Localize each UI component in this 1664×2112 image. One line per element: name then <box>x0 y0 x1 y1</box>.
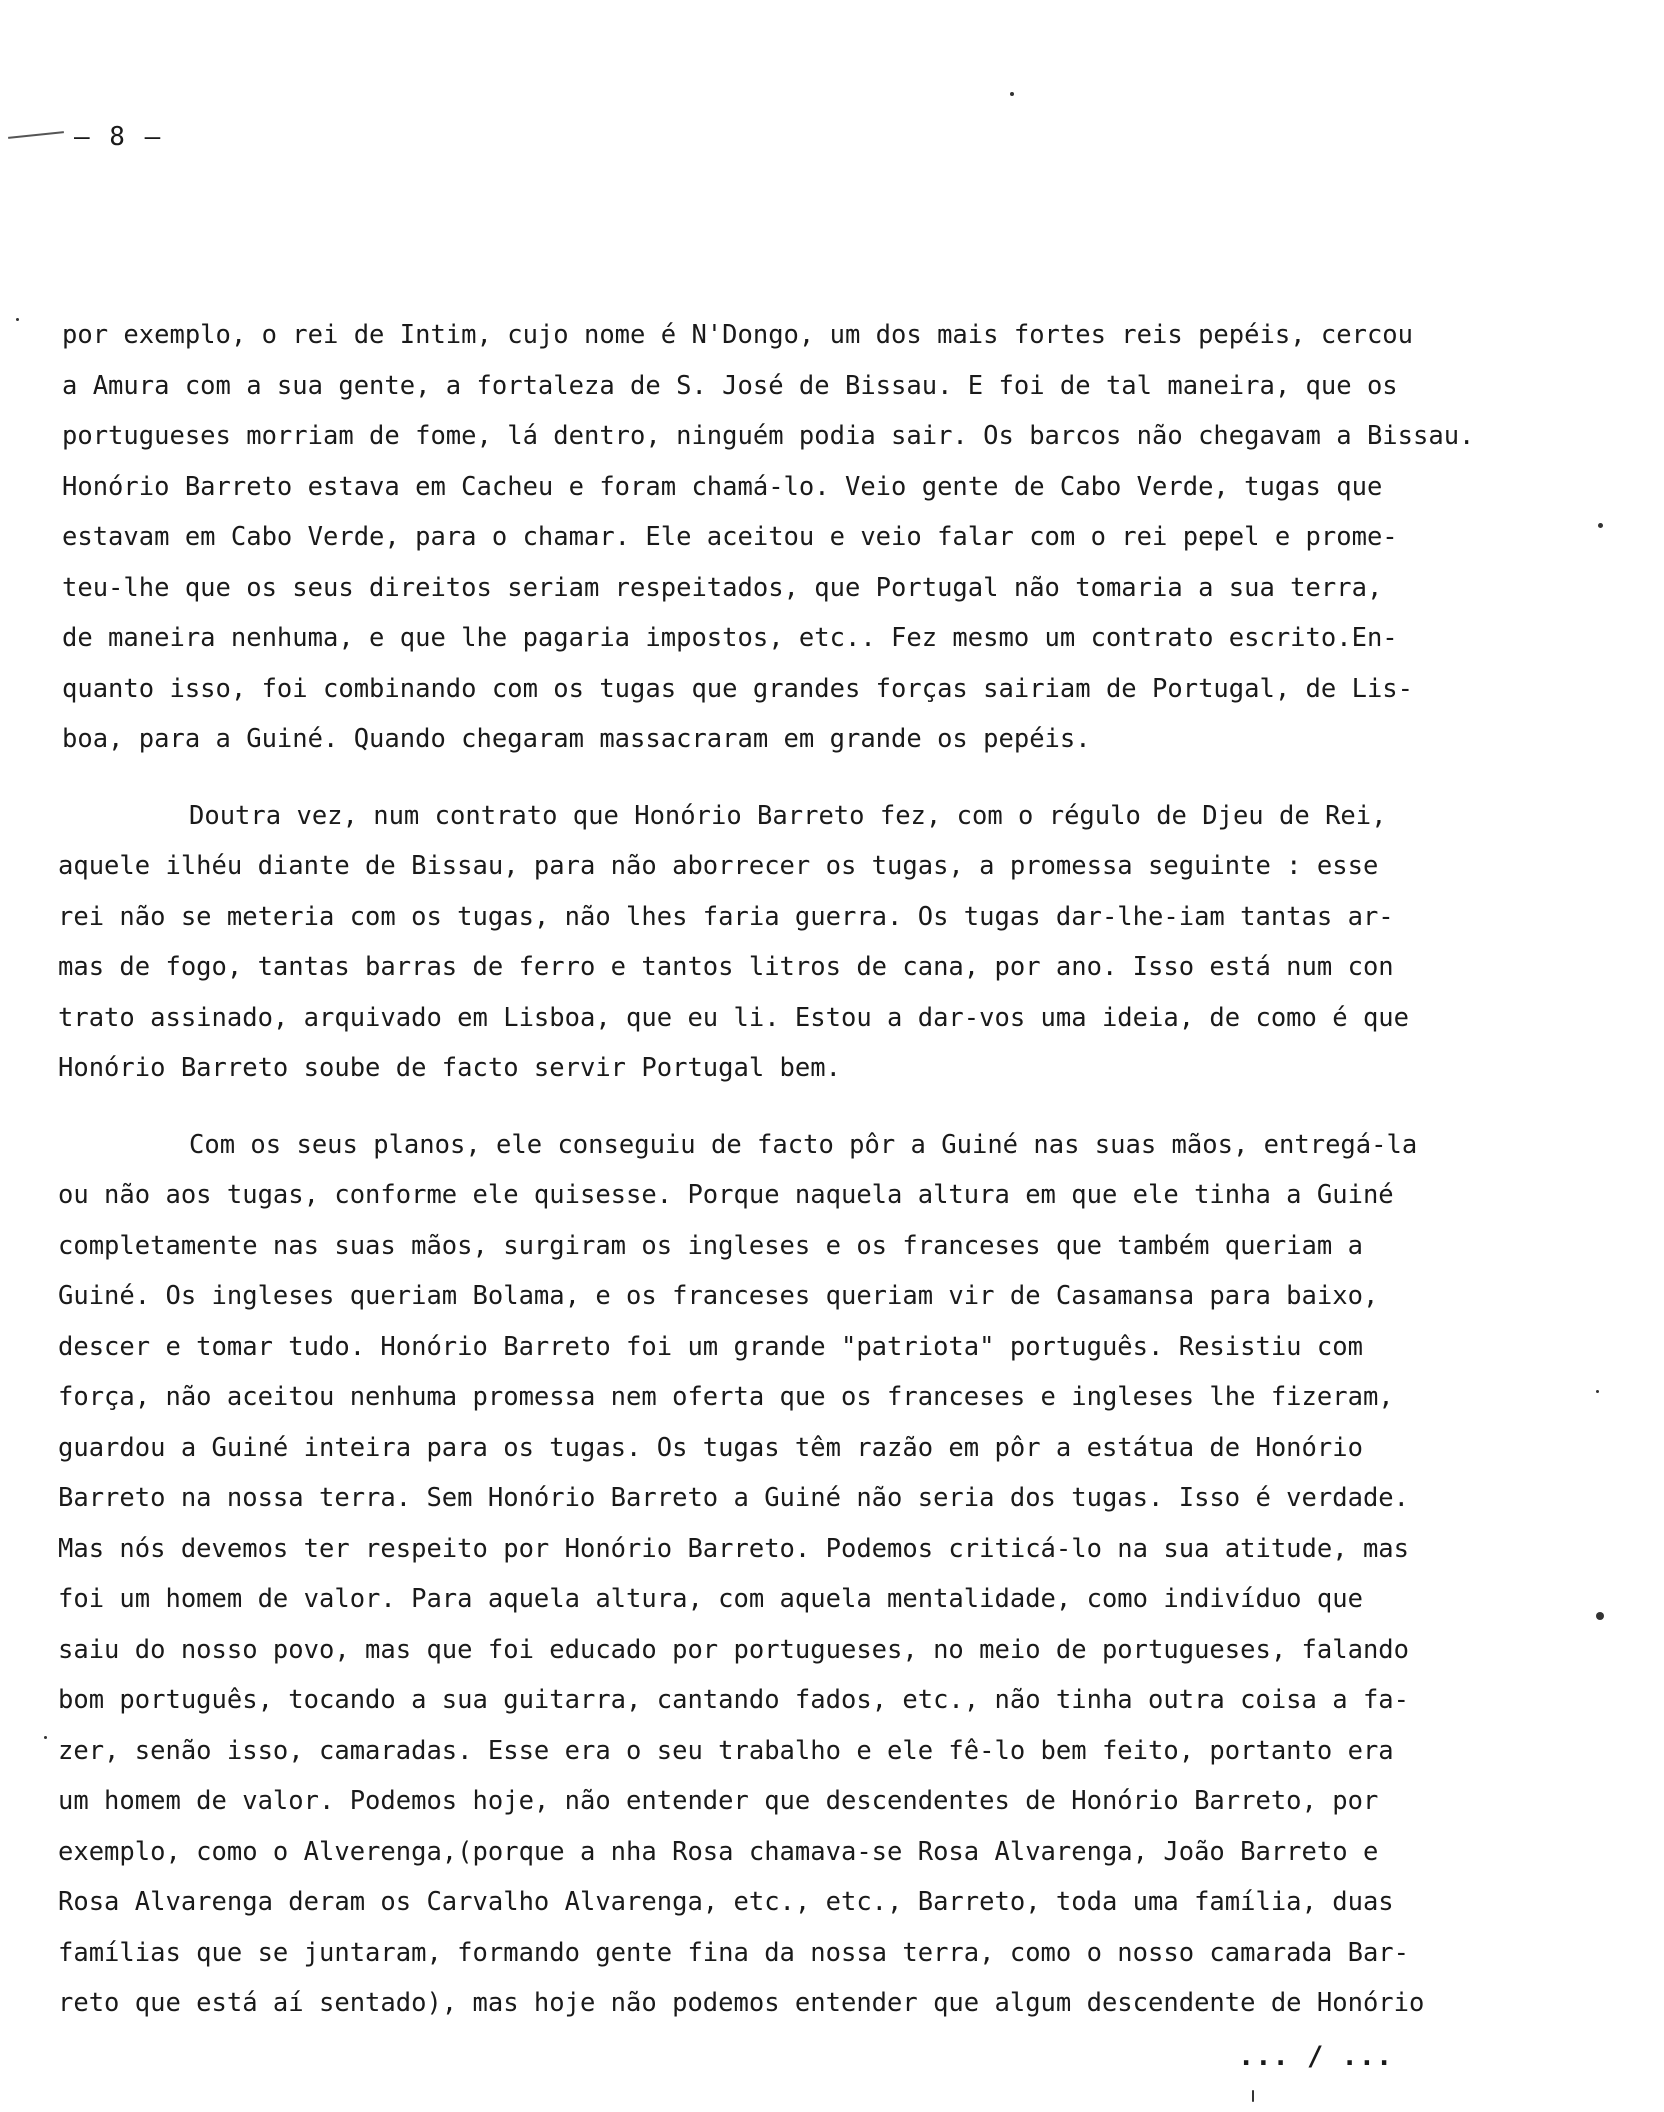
scan-speck <box>1598 523 1603 528</box>
paragraph-1 <box>62 310 1522 765</box>
text-line: guardou a Guiné inteira para os tugas. Os tugas têm razão em pôr a estátua de Honório <box>58 1432 1363 1463</box>
text-line: boa, para a Guiné. Quando chegaram massacraram em grande os pepéis. <box>62 724 1091 754</box>
text-line: ou não aos tugas, conforme ele quisesse. Porque naquela altura em que ele tinha a Guiné <box>58 1180 1394 1210</box>
page-number: — 8 — <box>74 122 163 152</box>
body-text <box>58 310 1522 2029</box>
text-line: a Amura com a sua gente, a fortaleza de S. José de Bissau. E foi de tal maneira, que os <box>62 370 1398 401</box>
text-line: portugueses morriam de fome, lá dentro, ninguém podia sair. Os barcos não chegavam a Bissau. <box>62 421 1475 451</box>
text-line: mas de fogo, tantas barras de ferro e tantos litros de cana, por ano. Isso está num con <box>58 952 1394 982</box>
text-line: famílias que se juntaram, formando gente fina da nossa terra, como o nosso camarada Bar- <box>58 1937 1410 1968</box>
scan-speck <box>1010 92 1014 96</box>
text-line: um homem de valor. Podemos hoje, não entender que descendentes de Honório Barreto, por <box>58 1786 1379 1816</box>
scan-speck <box>1252 2090 1254 2102</box>
text-line: Guiné. Os ingleses queriam Bolama, e os franceses queriam vir de Casamansa para baixo, <box>58 1281 1379 1311</box>
text-line: exemplo, como o Alverenga,(porque a nha Rosa chamava-se Rosa Alvarenga, João Barreto e <box>58 1836 1379 1867</box>
text-line: bom português, tocando a sua guitarra, cantando fados, etc., não tinha outra coisa a fa- <box>58 1685 1410 1715</box>
text-line: quanto isso, foi combinando com os tugas que grandes forças sairiam de Portugal, de Lis- <box>62 673 1414 704</box>
scan-speck <box>16 318 19 321</box>
text-line: Rosa Alvarenga deram os Carvalho Alvarenga, etc., etc., Barreto, toda uma família, duas <box>58 1887 1394 1917</box>
scan-speck <box>1596 1612 1604 1620</box>
text-line: estavam em Cabo Verde, para o chamar. Ele aceitou e veio falar com o rei pepel e prome- <box>62 522 1398 552</box>
text-line: Barreto na nossa terra. Sem Honório Barreto a Guiné não seria dos tugas. Isso é verdade. <box>58 1483 1410 1513</box>
paragraph-2 <box>58 791 1522 1094</box>
text-line: foi um homem de valor. Para aquela altura, com aquela mentalidade, como indivíduo que <box>58 1584 1363 1614</box>
text-line: teu-lhe que os seus direitos seriam respeitados, que Portugal não tomaria a sua terra, <box>62 572 1383 603</box>
paragraph-3 <box>58 1120 1522 2029</box>
text-line: trato assinado, arquivado em Lisboa, que eu li. Estou a dar-vos uma ideia, de como é que <box>58 1002 1410 1033</box>
text-line: Honório Barreto estava em Cacheu e foram chamá-lo. Veio gente de Cabo Verde, tugas que <box>62 471 1383 502</box>
text-line: rei não se meteria com os tugas, não lhes faria guerra. Os tugas dar-lhe-iam tantas ar- <box>58 901 1394 932</box>
text-line: Mas nós devemos ter respeito por Honório Barreto. Podemos criticá-lo na sua atitude, mas <box>58 1533 1410 1564</box>
text-line: completamente nas suas mãos, surgiram os ingleses e os franceses que também queriam a <box>58 1230 1363 1261</box>
text-line: força, não aceitou nenhuma promessa nem oferta que os franceses e ingleses lhe fizeram, <box>58 1382 1394 1412</box>
text-line: Doutra vez, num contrato que Honório Barreto fez, com o régulo de Djeu de Rei, <box>189 800 1387 831</box>
text-line: por exemplo, o rei de Intim, cujo nome é N'Dongo, um dos mais fortes reis pepéis, cercou <box>62 320 1414 350</box>
text-line: zer, senão isso, camaradas. Esse era o seu trabalho e ele fê-lo bem feito, portanto era <box>58 1735 1394 1766</box>
text-line: aquele ilhéu diante de Bissau, para não aborrecer os tugas, a promessa seguinte : esse <box>58 851 1379 881</box>
text-line: Honório Barreto soube de facto servir Portugal bem. <box>58 1053 841 1083</box>
text-line: saiu do nosso povo, mas que foi educado por portugueses, no meio de portugueses, falando <box>58 1634 1410 1665</box>
scan-speck <box>44 1736 47 1739</box>
text-line: reto que está aí sentado), mas hoje não podemos entender que algum descendente de Honório <box>58 1988 1425 2018</box>
paragraph-gap <box>62 765 1522 791</box>
continuation-mark: ... / ... <box>1238 2041 1394 2072</box>
text-line: de maneira nenhuma, e que lhe pagaria impostos, etc.. Fez mesmo um contrato escrito.En- <box>62 623 1398 653</box>
text-line: descer e tomar tudo. Honório Barreto foi um grande "patriota" português. Resistiu com <box>58 1331 1363 1362</box>
paragraph-gap <box>62 1094 1522 1120</box>
scan-mark <box>8 131 64 139</box>
scan-speck <box>1596 1390 1599 1393</box>
text-line: Com os seus planos, ele conseguiu de facto pôr a Guiné nas suas mãos, entregá-la <box>189 1129 1418 1160</box>
